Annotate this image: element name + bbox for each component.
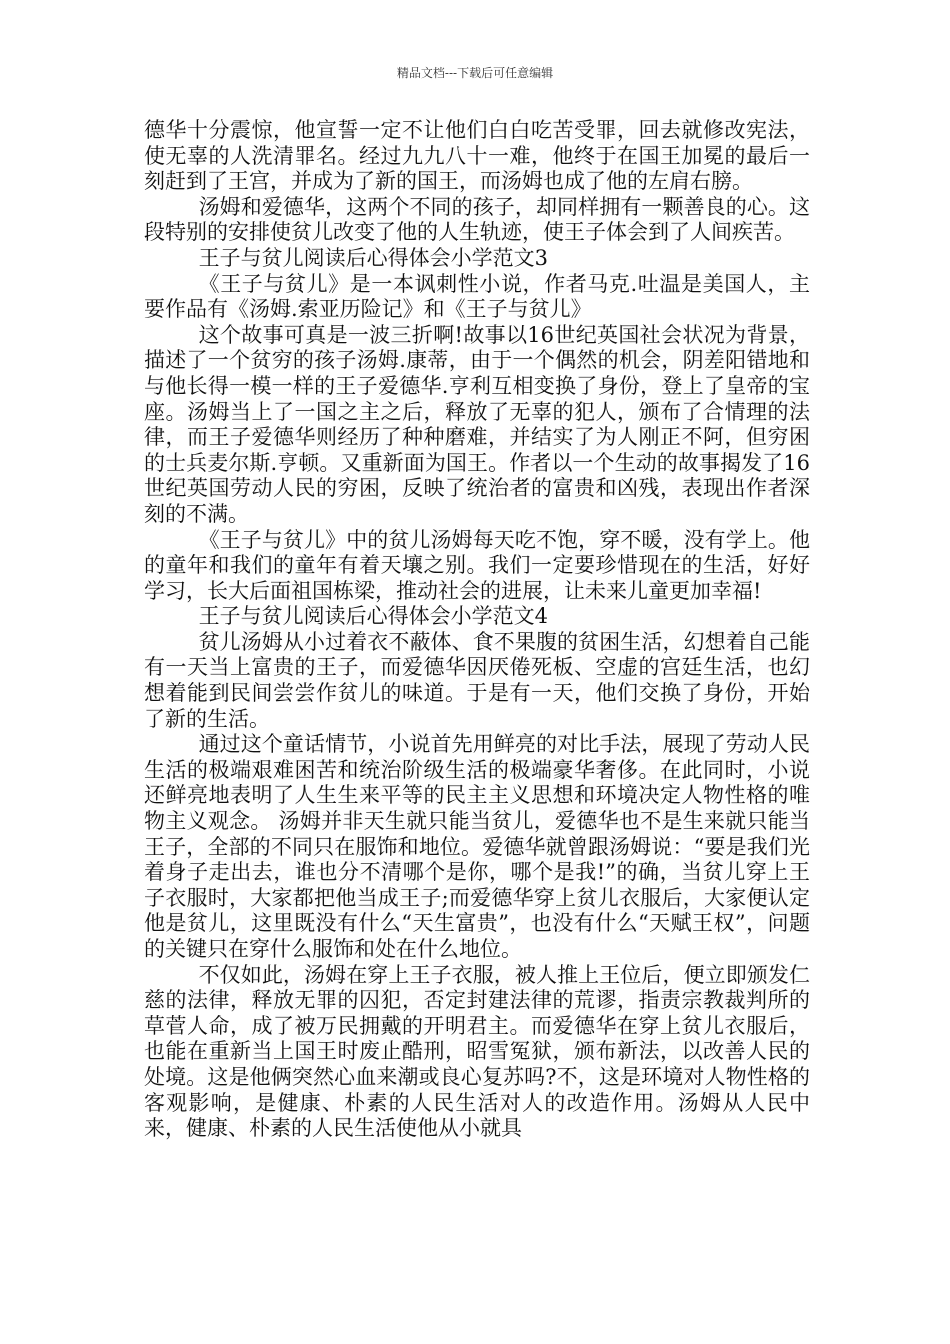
paragraph: 贫儿汤姆从小过着衣不蔽体、食不果腹的贫困生活，幻想着自己能有一天当上富贵的王子，而爱德华因厌倦死板、空虚的宫廷生活，也幻想着能到民间尝尝作贫儿的味道。于是有一天，他们交换了身份，开始了新的生活。 [144, 629, 810, 731]
paragraph: 通过这个童话情节，小说首先用鲜亮的对比手法，展现了劳动人民生活的极端艰难困苦和统治阶级生活的极端豪华奢侈。在此同时，小说还鲜亮地表明了人生生来平等的民主主义思想和环境决定人物性格的唯物主义观念。 汤姆并非天生就只能当贫儿，爱德华也不是生来就只能当王子，全部的不同只在服饰和地位。爱德华就曾跟汤姆说：“要是我们光着身子走出去，谁也分不清哪个是你，哪个是我!”的确，当贫儿穿上王子衣服时，大家都把他当成王子;而爱德华穿上贫儿衣服后，大家便认定他是贫儿，这里既没有什么“天生富贵”，也没有什么“天赋王权”，问题的关键只在穿什么服饰和处在什么地位。 [144, 732, 810, 961]
section-heading: 王子与贫儿阅读后心得体会小学范文4 [198, 604, 548, 629]
paragraph: 不仅如此，汤姆在穿上王子衣服，被人推上王位后，便立即颁发仁慈的法律，释放无罪的囚犯，否定封建法律的荒谬，指责宗教裁判所的草菅人命，成了被万民拥戴的开明君主。而爱德华在穿上贫儿衣服后，也能在重新当上国王时废止酷刑，昭雪冤狱，颁布新法，以改善人民的处境。这是他俩突然心血来潮或良心复苏吗?不，这是环境对人物性格的客观影响，是健康、朴素的人民生活对人的改造作用。汤姆从人民中来，健康、朴素的人民生活使他从小就具 [144, 962, 810, 1141]
document-body [144, 118, 810, 1142]
page-header: 精品文档---下载后可任意编辑 [396, 66, 554, 80]
paragraph: 《王子与贫儿》中的贫儿汤姆每天吃不饱，穿不暖，没有学上。他的童年和我们的童年有着天壤之别。我们一定要珍惜现在的生活，好好学习，长大后面祖国栋梁，推动社会的进展，让未来儿童更加幸福! [144, 527, 810, 603]
section-heading: 王子与贫儿阅读后心得体会小学范文3 [198, 245, 548, 270]
paragraph: 汤姆和爱德华，这两个不同的孩子，却同样拥有一颗善良的心。这段特别的安排使贫儿改变了他的人生轨迹，使王子体会到了人间疾苦。 [144, 194, 810, 245]
paragraph: 《王子与贫儿》是一本讽刺性小说，作者马克.吐温是美国人，主要作品有《汤姆.索亚历险记》和《王子与贫儿》 [144, 271, 810, 322]
paragraph: 这个故事可真是一波三折啊!故事以16世纪英国社会状况为背景，描述了一个贫穷的孩子汤姆.康蒂，由于一个偶然的机会，阴差阳错地和与他长得一模一样的王子爱德华.亨利互相变换了身份，登上了皇帝的宝座。汤姆当上了一国之主之后，释放了无辜的犯人，颁布了合情理的法律，而王子爱德华则经历了种种磨难，并结实了为人刚正不阿，但穷困的士兵麦尔斯.亨顿。又重新面为国王。作者以一个生动的故事揭发了16世纪英国劳动人民的穷困，反映了统治者的富贵和凶残，表现出作者深刻的不满。 [144, 322, 810, 526]
paragraph: 德华十分震惊，他宣誓一定不让他们白白吃苦受罪，回去就修改宪法，使无辜的人洗清罪名。经过九九八十一难，他终于在国王加冕的最后一刻赶到了王宫，并成为了新的国王，而汤姆也成了他的左肩右膀。 [144, 118, 810, 194]
